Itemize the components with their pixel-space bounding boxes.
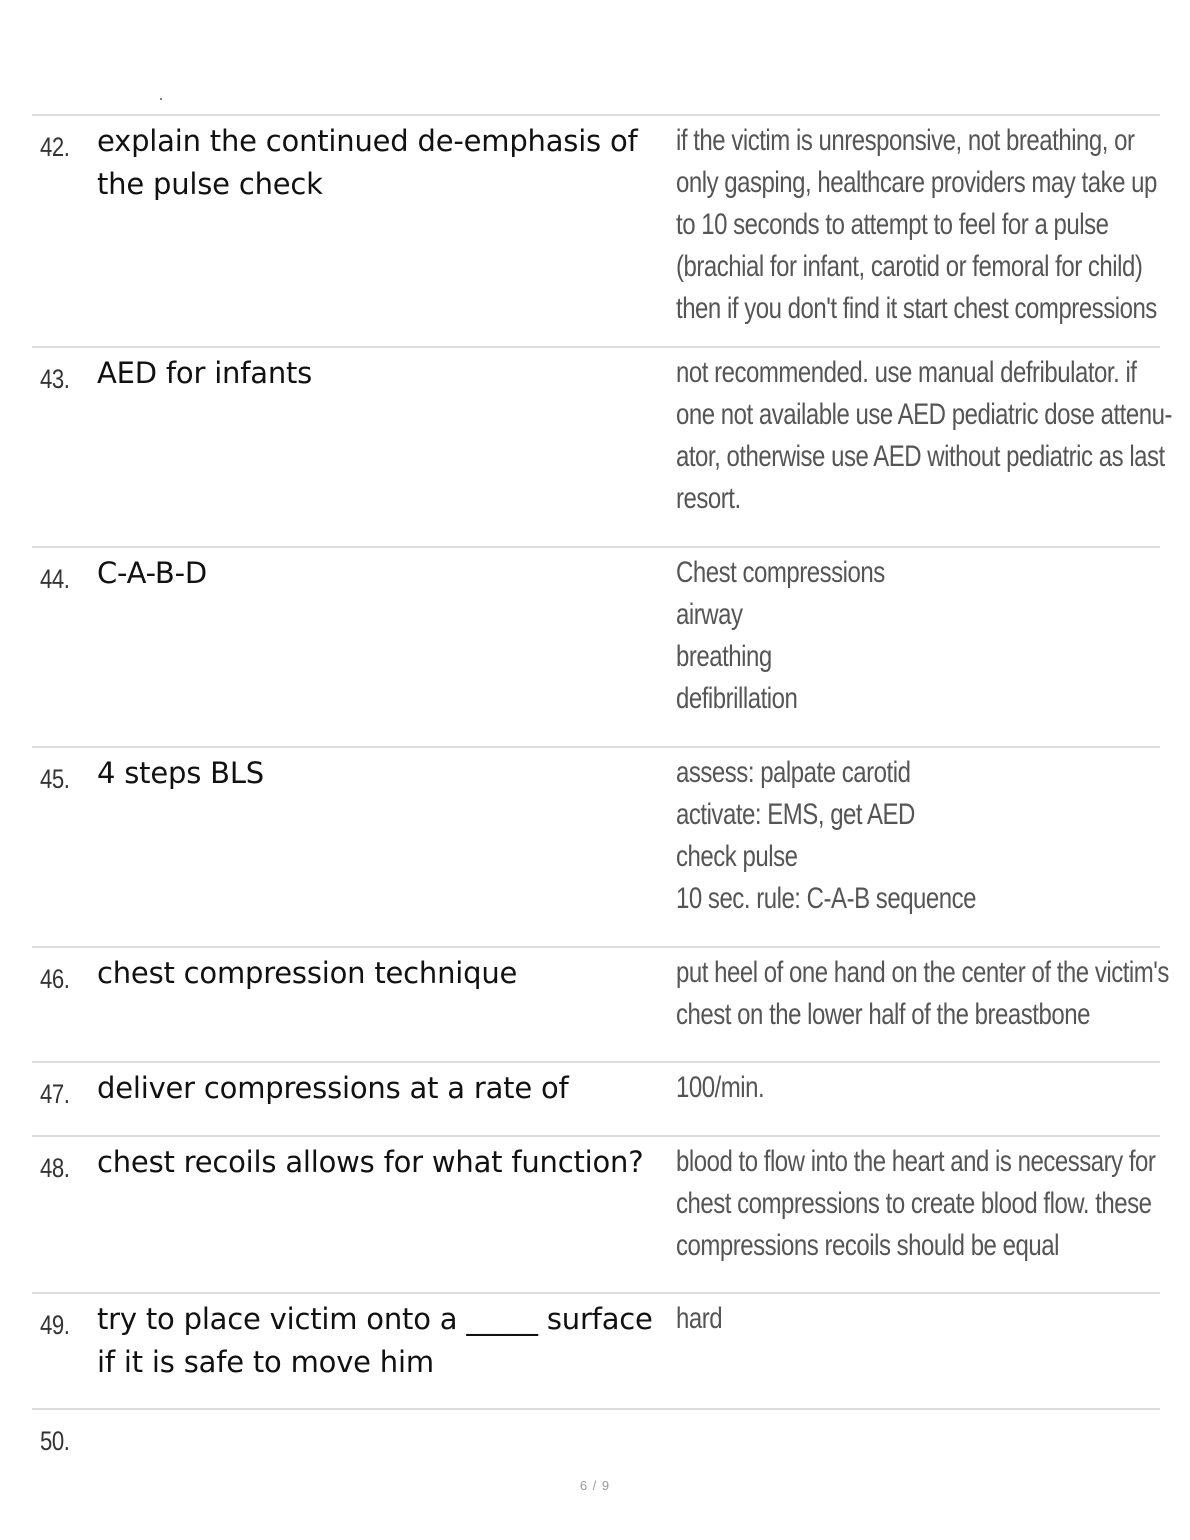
card-number: 47. [40, 1079, 70, 1109]
definition-line: defibrillation [676, 682, 798, 715]
definition-line: 10 sec. rule: C-A-B sequence [676, 882, 977, 915]
stray-dot [160, 98, 162, 100]
flashcard-list [32, 116, 1172, 1470]
card-term: try to place victim onto a _____ surface if it is safe to move him [97, 1302, 653, 1379]
card-definition [676, 752, 1124, 920]
definition-line: (brachial for infant, carotid or femoral for child) [676, 250, 1143, 283]
card-definition [676, 352, 1172, 520]
flashcard-45 [32, 748, 1160, 948]
card-number: 49. [40, 1310, 70, 1340]
definition-line: 100/min. [676, 1071, 765, 1104]
definition-line: if the victim is unresponsive, not breathing, or [676, 124, 1135, 157]
definition-line: then if you don't find it start chest compressions [676, 292, 1157, 325]
card-number: 50. [40, 1426, 70, 1456]
card-number: 42. [40, 132, 70, 162]
definition-line: ator, otherwise use AED without pediatric as last [676, 440, 1165, 473]
card-term: 4 steps BLS [97, 756, 264, 790]
card-term: deliver compressions at a rate of [97, 1071, 569, 1105]
definition-line: airway [676, 598, 743, 631]
card-number: 46. [40, 964, 70, 994]
card-number: 43. [40, 364, 70, 394]
card-definition [676, 1141, 1156, 1267]
card-number: 45. [40, 764, 70, 794]
card-definition [676, 1298, 1124, 1340]
card-definition [676, 1067, 1124, 1109]
definition-line: hard [676, 1302, 723, 1335]
definition-line: activate: EMS, get AED [676, 798, 915, 831]
card-term: C-A-B-D [97, 556, 207, 590]
card-term: chest compression technique [97, 956, 518, 990]
definition-line: not recommended. use manual defribulator. if [676, 356, 1137, 389]
definition-line: put heel of one hand on the center of the victim's [676, 956, 1169, 989]
definition-line: resort. [676, 482, 741, 515]
flashcard-43 [32, 348, 1172, 548]
definition-line: one not available use AED pediatric dose attenu- [676, 398, 1172, 431]
definition-line: breathing [676, 640, 772, 673]
flashcard-48 [32, 1137, 1160, 1294]
definition-line: check pulse [676, 840, 798, 873]
definition-line: Chest compressions [676, 556, 885, 589]
flashcard-47 [32, 1063, 1160, 1137]
flashcard-50 [32, 1410, 1160, 1470]
definition-line: only gasping, healthcare providers may take up [676, 166, 1157, 199]
definition-line: assess: palpate carotid [676, 756, 911, 789]
card-number: 44. [40, 564, 70, 594]
card-definition [676, 120, 1157, 330]
card-term: explain the continued de-emphasis of the pulse check [97, 124, 638, 201]
card-term: chest recoils allows for what function? [97, 1145, 644, 1179]
definition-line: chest compressions to create blood flow. these [676, 1187, 1152, 1220]
card-definition [676, 952, 1169, 1036]
definition-line: compressions recoils should be equal [676, 1229, 1059, 1262]
definition-line: to 10 seconds to attempt to feel for a pulse [676, 208, 1109, 241]
card-term: AED for infants [97, 356, 313, 390]
flashcard-44 [32, 548, 1160, 748]
flashcard-42 [32, 116, 1160, 348]
flashcard-46 [32, 948, 1169, 1063]
definition-line: blood to flow into the heart and is necessary for [676, 1145, 1156, 1178]
card-number: 48. [40, 1153, 70, 1183]
flashcard-49 [32, 1294, 1160, 1410]
page-indicator: 6 / 9 [579, 1478, 611, 1493]
card-definition [676, 552, 1124, 720]
definition-line: chest on the lower half of the breastbone [676, 998, 1090, 1031]
